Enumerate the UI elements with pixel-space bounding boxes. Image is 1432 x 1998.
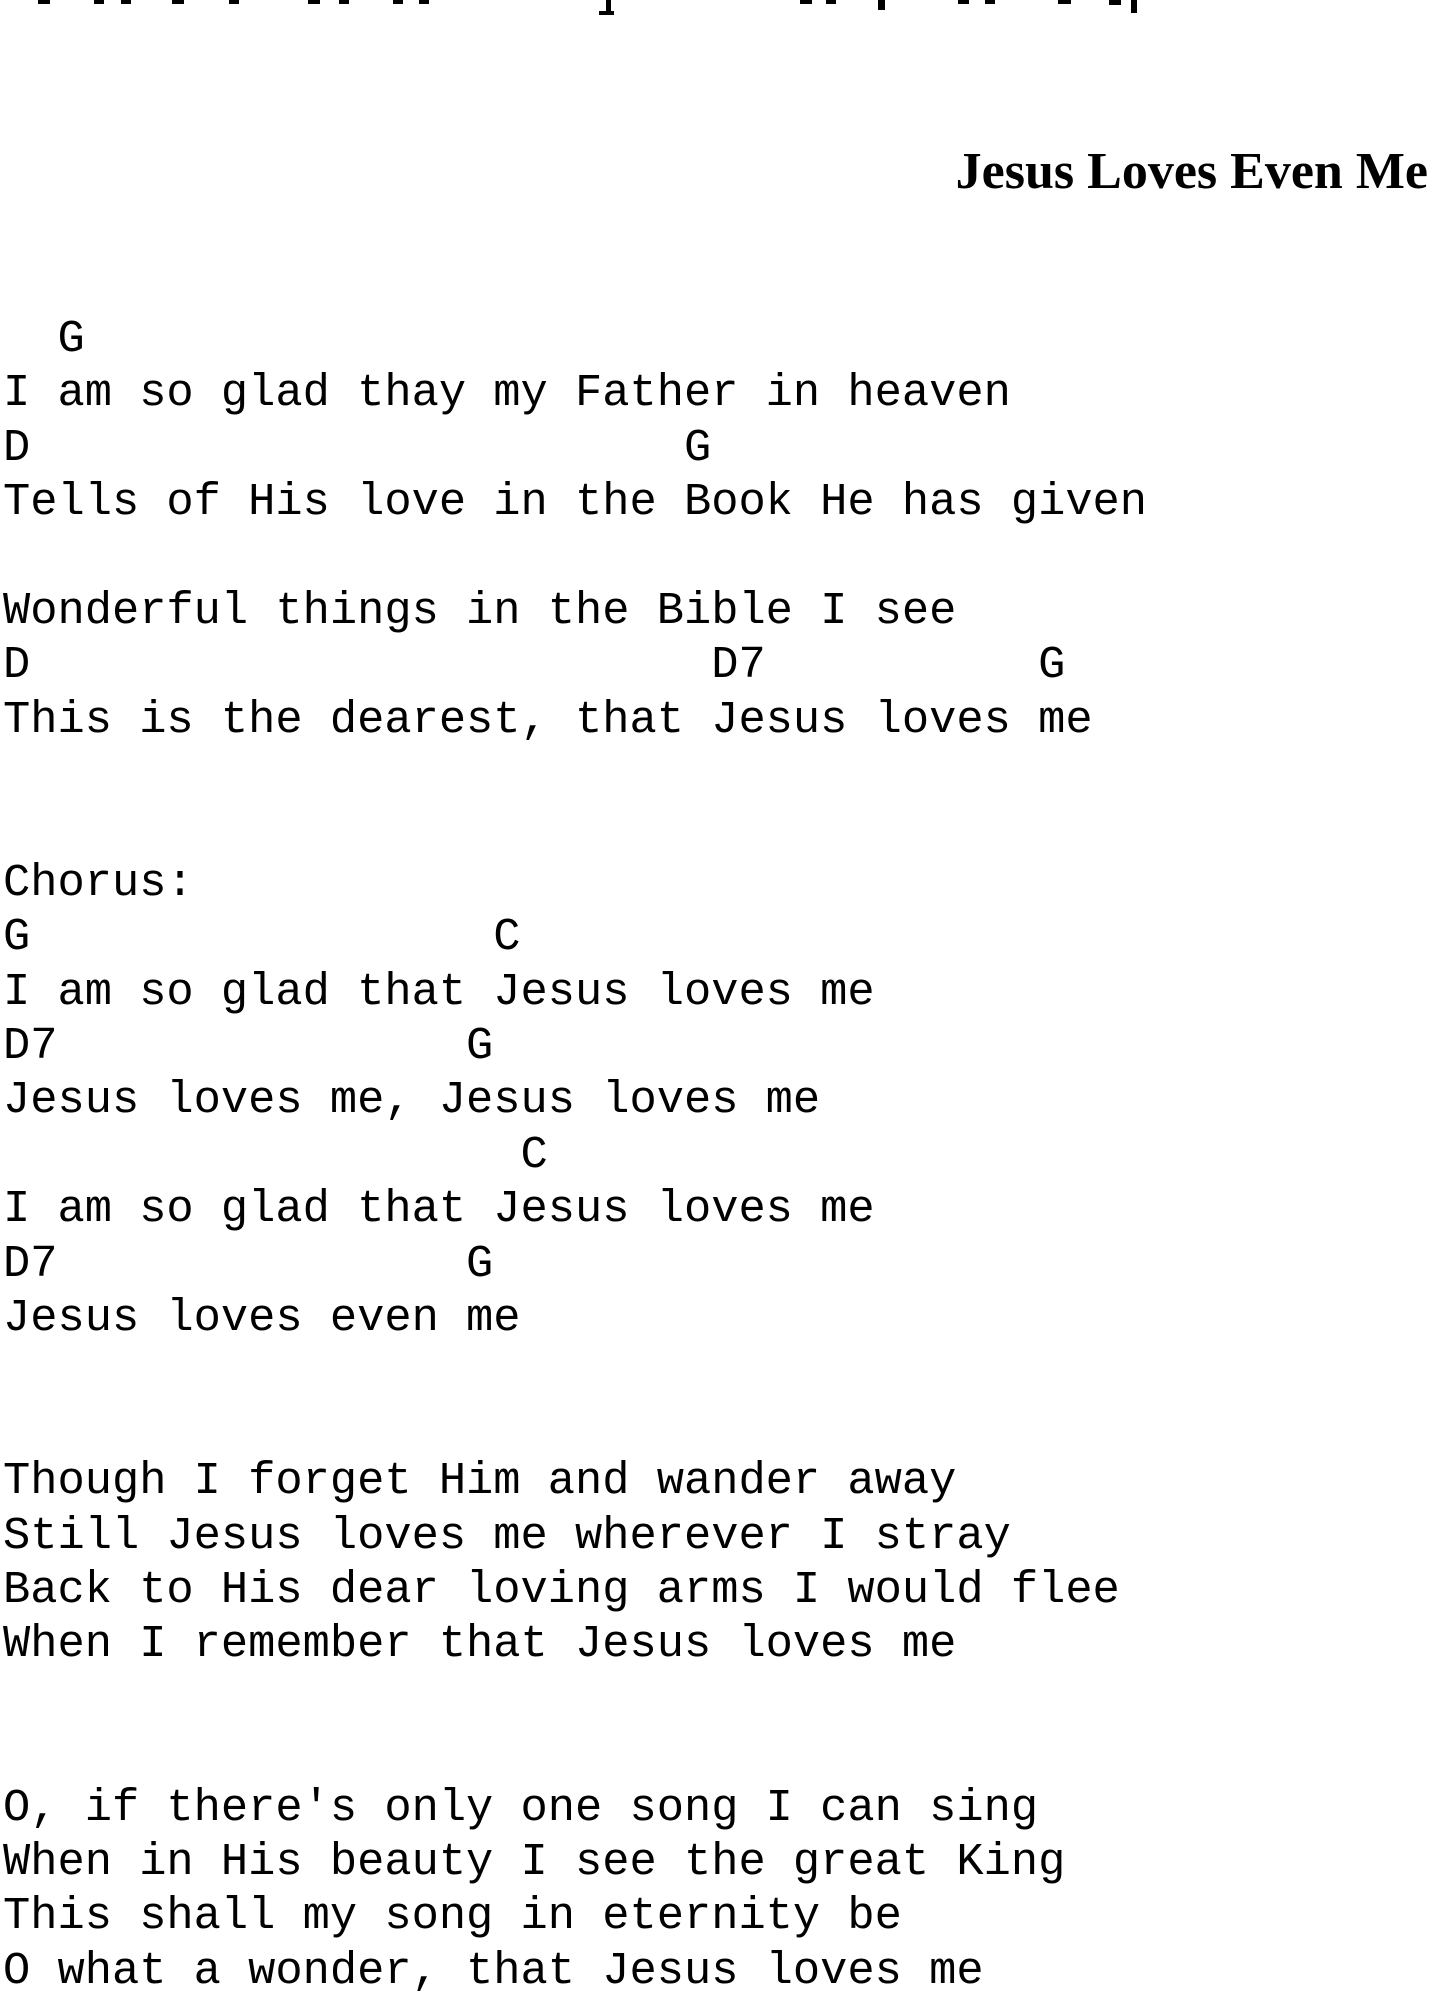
song-title: Jesus Loves Even Me <box>955 143 1428 200</box>
chord-line: G <box>3 313 85 365</box>
clipped-text-fragment <box>878 0 885 10</box>
blank-line <box>3 1672 1147 1726</box>
clipped-text-fragment <box>94 0 104 4</box>
lyric-line: This shall my song in eternity be <box>3 1890 902 1943</box>
chord-line: D G <box>3 421 712 474</box>
chord-line: D D7 G <box>3 639 1066 692</box>
clipped-text-fragment <box>1131 0 1137 13</box>
clipped-text-fragment <box>172 0 184 4</box>
blank-line <box>3 530 1147 584</box>
clipped-text-fragment <box>121 0 131 4</box>
blank-line <box>3 802 1147 856</box>
lyric-line: Tells of His love in the Book He has given <box>3 476 1148 529</box>
clipped-text-fragment <box>985 0 995 4</box>
lyric-line: Though I forget Him and wander away <box>3 1455 957 1508</box>
lyric-line: Still Jesus loves me wherever I stray <box>3 1509 1011 1562</box>
lyric-line: I am so glad that Jesus loves me <box>3 1183 875 1236</box>
chord-lyric-sheet <box>3 312 1147 1998</box>
clipped-text-fragment <box>419 0 429 4</box>
lyric-line: When I remember that Jesus loves me <box>3 1618 957 1671</box>
clipped-text-fragment <box>599 11 614 15</box>
clipped-text-fragment <box>826 0 836 4</box>
lyric-line: Wonderful things in the Bible I see <box>3 584 957 637</box>
lyric-line: I am so glad thay my Father in heaven <box>3 367 1011 420</box>
clipped-text-fragment <box>229 0 239 4</box>
blank-line <box>3 1345 1147 1399</box>
clipped-text-fragment <box>308 0 320 4</box>
clipped-text-fragment <box>1058 0 1071 4</box>
clipped-text-fragment <box>393 0 403 4</box>
lyric-line: I am so glad that Jesus loves me <box>3 965 875 1018</box>
clipped-text-fragment <box>38 0 50 4</box>
chord-line: C <box>3 1128 548 1181</box>
lyric-line: This is the dearest, that Jesus loves me <box>3 693 1093 746</box>
blank-line <box>3 1726 1147 1780</box>
lyric-line: O what a wonder, that Jesus loves me <box>3 1944 984 1997</box>
lyric-line: When in His beauty I see the great King <box>3 1835 1066 1888</box>
lyric-line: Jesus loves even me <box>3 1292 521 1345</box>
lyric-line: O, if there's only one song I can sing <box>3 1781 1039 1834</box>
lyric-line: Jesus loves me, Jesus loves me <box>3 1074 821 1127</box>
clipped-text-fragment <box>339 0 349 4</box>
clipped-text-fragment <box>958 0 969 4</box>
chord-line: D7 G <box>3 1237 494 1290</box>
blank-line <box>3 1400 1147 1454</box>
clipped-header-text-fragments <box>0 0 1432 18</box>
lyric-line: Back to His dear loving arms I would flee <box>3 1563 1120 1616</box>
blank-line <box>3 747 1147 801</box>
section-label: Chorus: <box>3 856 194 909</box>
clipped-text-fragment <box>1109 0 1121 5</box>
clipped-text-fragment <box>800 0 812 4</box>
chord-line: D7 G <box>3 1020 494 1073</box>
chord-line: G C <box>3 911 521 964</box>
